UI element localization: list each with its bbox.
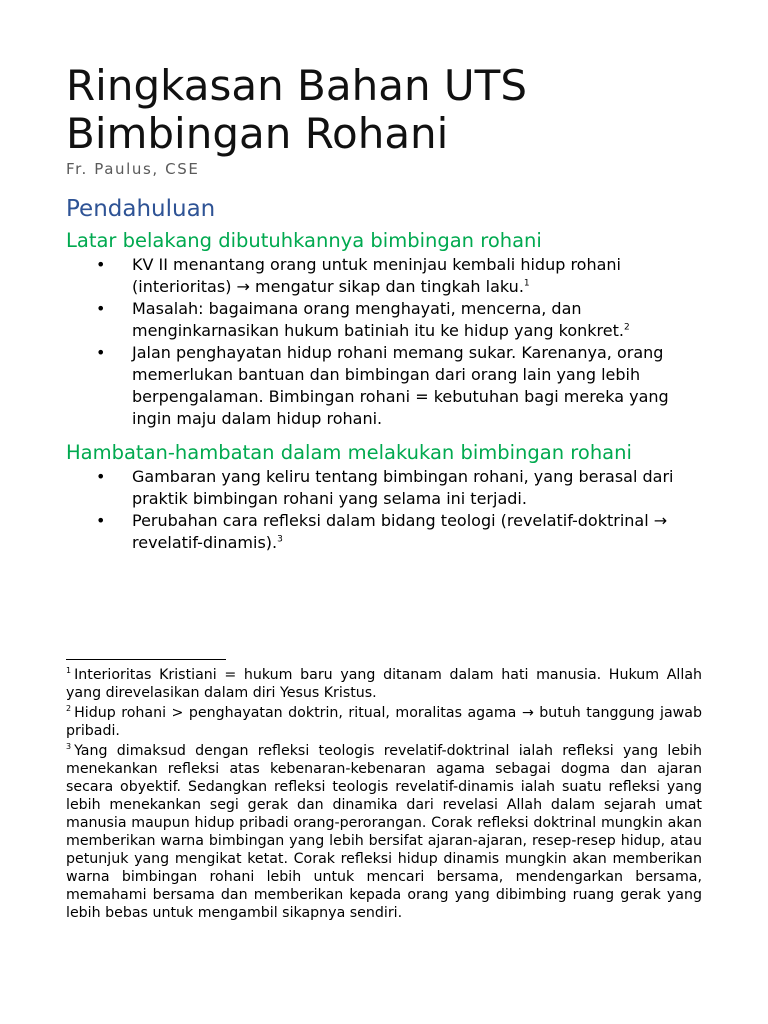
document-body: [66, 62, 702, 554]
footnote-1: [66, 666, 702, 702]
bullet-icon: •: [96, 467, 106, 486]
title-line-2: Bimbingan Rohani: [66, 109, 449, 158]
footnote-2: [66, 704, 702, 740]
footnote-ref[interactable]: 1: [523, 278, 530, 289]
bullet-list-1: [66, 254, 702, 430]
list-item: [66, 254, 702, 298]
list-item: [66, 298, 702, 342]
list-item: [66, 342, 702, 430]
footnote-ref[interactable]: 2: [623, 322, 630, 333]
list-item-text: Gambaran yang keliru tentang bimbingan rohani, yang berasal dari praktik bimbingan rohani yang selama ini terjadi.: [132, 467, 674, 508]
bullet-icon: •: [96, 343, 106, 362]
list-item: [66, 510, 702, 554]
footnote-number: 3: [66, 742, 72, 752]
footnote-text: Yang dimaksud dengan refleksi teologis revelatif-doktrinal ialah refleksi yang lebih menekankan refleksi atas kebenaran-kebenaran agama sebagai dogma dan ajaran secara obyektif. Sedangkan refleksi teologis revelatif-dinamis ialah suatu refleksi yang lebih menekankan segi gerak dan dinamika dari revelasi Allah dalam sejarah umat manusia maupun hidup pribadi orang-perorangan. Corak refleksi doktrinal mungkin akan memberikan warna bimbingan yang lebih bersifat ajaran-ajaran, resep-resep hidup, atau petunjuk yang mengikat ketat. Corak refleksi hidup dinamis mungkin akan memberikan warna bimbingan rohani lebih untuk mencari bersama, mendengarkan bersama, memahami bersama dan memberikan kepada orang yang dibimbing ruang gerak yang lebih bebas untuk mengambil sikapnya sendiri.: [66, 743, 702, 921]
footnotes-area: [66, 659, 702, 924]
footnote-3: [66, 742, 702, 922]
bullet-icon: •: [96, 299, 106, 318]
list-item: [66, 466, 702, 510]
author-subtitle: Fr. Paulus, CSE: [66, 160, 200, 178]
bullet-icon: •: [96, 511, 106, 530]
footnote-separator: [66, 659, 226, 660]
list-item-text: Jalan penghayatan hidup rohani memang sukar. Karenanya, orang memerlukan bantuan dan bimbingan dari orang lain yang lebih berpengalaman. Bimbingan rohani = kebutuhan bagi mereka yang ingin maju dalam hidup rohani.: [132, 343, 669, 428]
title-line-1: Ringkasan Bahan UTS: [66, 61, 527, 110]
footnote-number: 2: [66, 704, 72, 714]
footnote-ref[interactable]: 3: [277, 534, 283, 545]
footnote-text: Interioritas Kristiani = hukum baru yang ditanam dalam hati manusia. Hukum Allah yang direvelasikan dalam diri Yesus Kristus.: [66, 667, 702, 701]
footnote-number: 1: [66, 666, 72, 676]
section-heading: Pendahuluan: [66, 196, 216, 222]
subsection-heading-1: Latar belakang dibutuhkannya bimbingan rohani: [66, 229, 542, 252]
subsection-heading-2: Hambatan-hambatan dalam melakukan bimbingan rohani: [66, 441, 632, 464]
list-item-text: Perubahan cara refleksi dalam bidang teologi (revelatif-doktrinal → revelatif-dinamis).: [132, 511, 668, 552]
list-item-text: Masalah: bagaimana orang menghayati, mencerna, dan menginkarnasikan hukum batiniah itu ke hidup yang konkret.: [132, 299, 624, 340]
bullet-icon: •: [96, 255, 106, 274]
footnote-text: Hidup rohani > penghayatan doktrin, ritual, moralitas agama → butuh tanggung jawab pribadi.: [66, 705, 702, 739]
bullet-list-2: [66, 466, 702, 554]
list-item-text: KV II menantang orang untuk meninjau kembali hidup rohani (interioritas) → mengatur sikap dan tingkah laku.: [132, 255, 621, 296]
document-title: [66, 62, 702, 158]
